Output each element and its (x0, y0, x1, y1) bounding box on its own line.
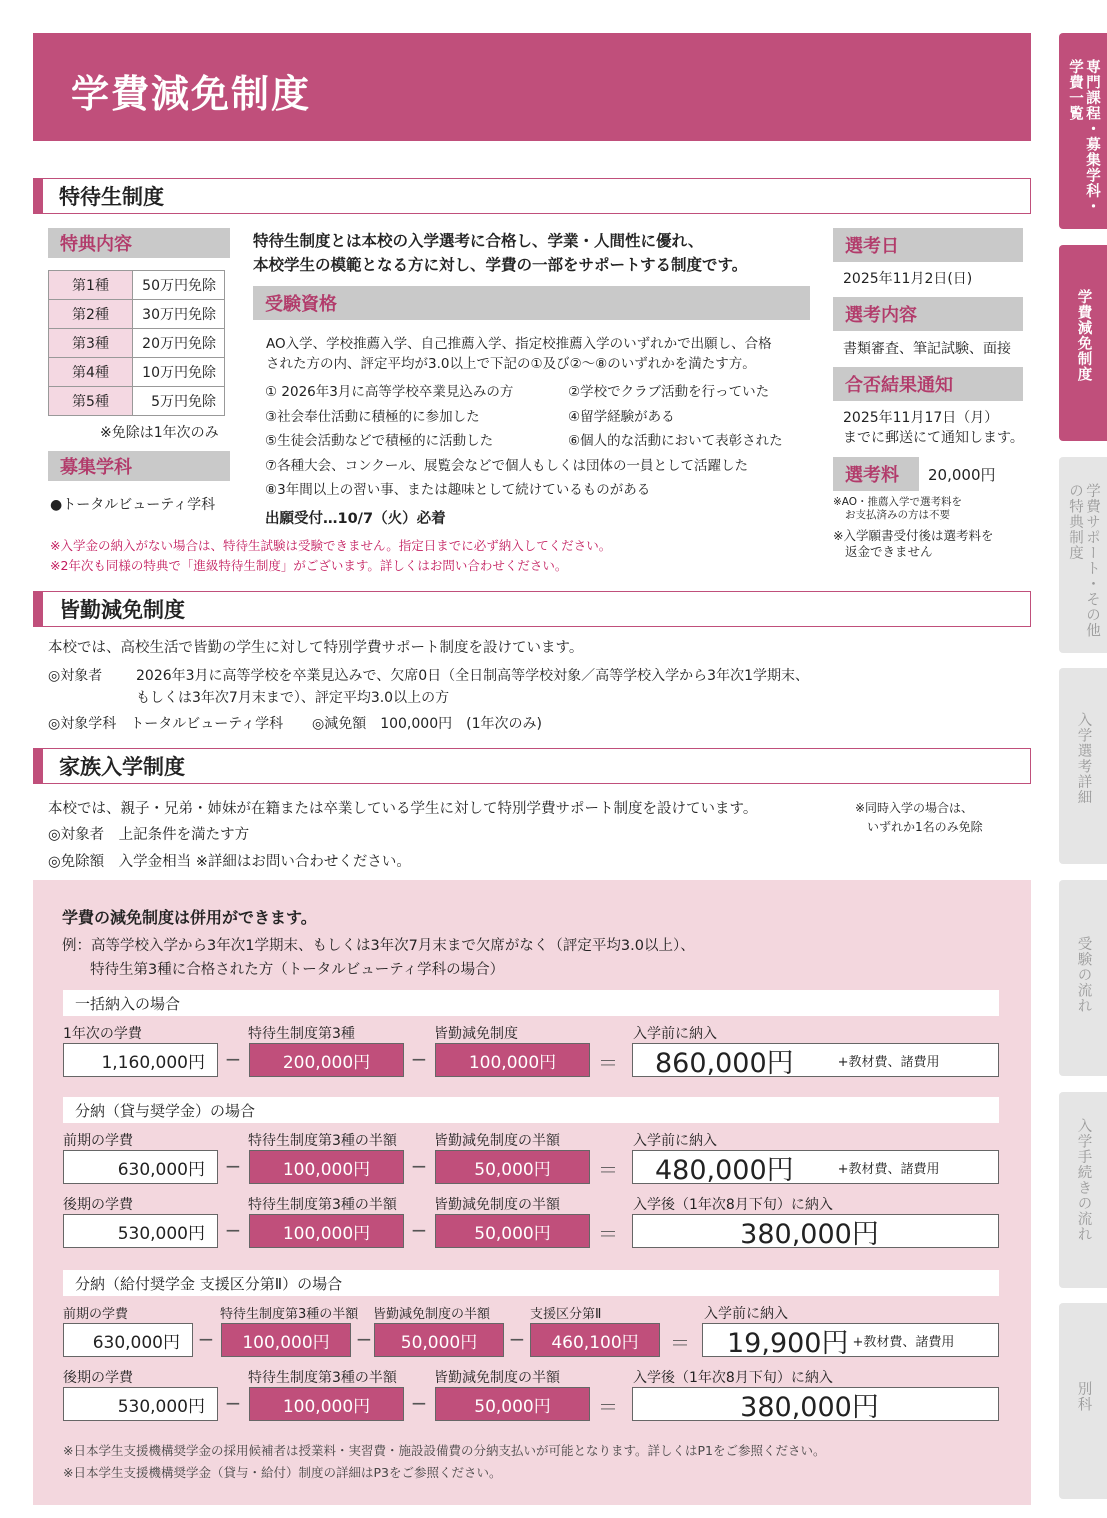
equals-sign: ＝ (598, 1395, 618, 1419)
equals-sign: ＝ (598, 1158, 618, 1182)
family-note: ※同時入学の場合は、 いずれか1名のみ免除 (855, 801, 983, 834)
benefit-amount: 5万円免除 (133, 387, 225, 416)
tab-extra-course[interactable]: 別科 (1059, 1303, 1107, 1499)
fee-label: 選考料 (833, 457, 919, 491)
label: 入学後（1年次8月下旬）に納入 (633, 1197, 833, 1213)
minus-sign: − (224, 1154, 242, 1178)
minus-sign: − (355, 1327, 373, 1351)
label: 皆勤減免制度の半額 (434, 1133, 560, 1149)
dept-name: ●トータルビューティ学科 (50, 497, 216, 513)
scholarship-box: 100,000円 (249, 1387, 404, 1421)
label: 前期の学費 (63, 1307, 129, 1322)
grant-bar: 分納（給付奨学金 支援区分第Ⅱ）の場合 (63, 1270, 999, 1296)
scholarship-box: 100,000円 (249, 1150, 404, 1184)
support-box: 460,100円 (530, 1323, 660, 1357)
benefit-row (49, 271, 225, 300)
attendance-box: 50,000円 (435, 1387, 590, 1421)
minus-sign: − (410, 1154, 428, 1178)
benefit-grade: 第2種 (49, 300, 133, 329)
minus-sign: − (224, 1218, 242, 1242)
minus-sign: − (410, 1391, 428, 1415)
benefit-table (48, 270, 225, 416)
combination-example: 例：高等学校入学から3年次1学期末、もしくは3年次7月末まで欠席がなく（評定平均3.0以上）、 特待生第3種に合格された方（トータルビューティ学科の場合） (62, 938, 695, 978)
footnote: ※日本学生支援機構奨学金（貸与・給付）制度の詳細はP3をご参照ください。 (63, 1465, 502, 1480)
minus-sign: − (508, 1327, 526, 1351)
attendance-target: 2026年3月に高等学校を卒業見込みで、欠席0日（全日制高等学校対象／高等学校入学から3年次1学期末、 もしくは3年次7月末まで）、評定平均3.0以上の方 (136, 668, 809, 706)
family-amount: ◎免除額 入学金相当 ※詳細はお問い合わせください。 (48, 854, 411, 870)
result-text: 2025年11月17日（月） までに郵送にて通知します。 (843, 410, 1024, 446)
benefit-grade: 第1種 (49, 271, 133, 300)
attendance-box: 50,000円 (435, 1150, 590, 1184)
attendance-target-label: ◎対象者 (48, 668, 103, 684)
refund-note: ※入学願書受付後は選考料を 返金できません (833, 528, 994, 559)
label: 入学後（1年次8月下旬）に納入 (633, 1370, 833, 1386)
benefit-amount: 20万円免除 (133, 329, 225, 358)
label: 後期の学費 (63, 1197, 133, 1213)
label: 特待生制度第3種の半額 (248, 1133, 397, 1149)
equals-sign: ＝ (670, 1331, 690, 1355)
attendance-amount: ◎減免額 100,000円 (1年次のみ) (312, 716, 542, 732)
tab-tuition-reduction[interactable]: 学費減免制度 (1059, 245, 1107, 441)
fee-note: ※AO・推薦入学で選考料を お支払済みの方は不要 (833, 496, 963, 521)
equals-sign: ＝ (598, 1222, 618, 1246)
selection-content: 書類審査、筆記試験、面接 (843, 341, 1011, 357)
page-title: 学費減免制度 (71, 71, 312, 116)
label: 1年次の学費 (63, 1026, 142, 1042)
benefit-grade: 第4種 (49, 358, 133, 387)
minus-sign: − (224, 1391, 242, 1415)
scholarship-box: 200,000円 (249, 1043, 404, 1077)
label: 特待生制度第3種 (248, 1026, 355, 1042)
benefit-grade: 第5種 (49, 387, 133, 416)
condition-list: ① 2026年3月に高等学校卒業見込みの方 ②学校でクラブ活動を行っていた ③社会奉仕活動に積極的に参加した ④留学経験がある ⑤生徒会活動などで積極的に活動した ⑥個人的な活動において表彰された ⑦各種大会、コンクール、展覧会などで個人もしくは団体の一員として活躍した ⑧3年間以上の習い事、または趣味として続けているものがある (265, 384, 783, 498)
first-term-fee-box: 630,000円 (63, 1150, 218, 1184)
benefit-row (49, 358, 225, 387)
minus-sign: − (410, 1047, 428, 1071)
title-banner (33, 33, 1031, 141)
label: 支援区分第Ⅱ (530, 1307, 602, 1322)
label: 特待生制度第3種の半額 (220, 1307, 359, 1322)
result-box: 380,000円 (632, 1214, 999, 1248)
dept-label: 募集学科 (48, 451, 230, 481)
scholarship-box: 100,000円 (221, 1323, 351, 1357)
benefit-amount: 50万円免除 (133, 271, 225, 300)
benefit-amount: 30万円免除 (133, 300, 225, 329)
tab-support[interactable]: 学費サポート・その他の特典制度 (1059, 457, 1107, 653)
tab-selection[interactable]: 入学選考詳細 (1059, 668, 1107, 864)
attendance-box: 100,000円 (435, 1043, 590, 1077)
qualification-text: AO入学、学校推薦入学、自己推薦入学、指定校推薦入学のいずれかで出願し、合格 された方の内、評定平均が3.0以上で下記の①及び②～⑧のいずれかを満たす方。 (266, 336, 772, 372)
result-box: 19,900円 +教材費、諸費用 (702, 1323, 999, 1357)
benefit-amount: 10万円免除 (133, 358, 225, 387)
benefit-grade: 第3種 (49, 329, 133, 358)
family-target: ◎対象者 上記条件を満たす方 (48, 827, 250, 843)
selection-date: 2025年11月2日(日) (843, 271, 973, 287)
fee-value: 20,000円 (928, 466, 996, 484)
side-tabs (1059, 0, 1107, 1518)
label: 皆勤減免制度 (434, 1026, 518, 1042)
section-heading-family: 家族入学制度 (33, 748, 1031, 784)
minus-sign: − (197, 1327, 215, 1351)
label: 後期の学費 (63, 1370, 133, 1386)
benefit-note: ※免除は1年次のみ (100, 425, 219, 441)
qualification-label: 受験資格 (253, 286, 810, 320)
tab-exam-flow[interactable]: 受験の流れ (1059, 880, 1107, 1076)
label: 特待生制度第3種の半額 (248, 1370, 397, 1386)
lump-sum-bar: 一括納入の場合 (63, 990, 999, 1016)
warnings: ※入学金の納入がない場合は、特待生試験は受験できません。指定日までに必ず納入してください。 ※2年次も同様の特典で「進級特待生制度」がございます。詳しくはお問い合わせください。 (50, 538, 612, 573)
combination-heading: 学費の減免制度は併用ができます。 (62, 908, 317, 927)
section-heading-attendance: 皆勤減免制度 (33, 591, 1031, 627)
label: 入学前に納入 (633, 1133, 717, 1149)
benefit-row (49, 329, 225, 358)
result-label: 合否結果通知 (833, 367, 1023, 401)
first-term-fee-box: 630,000円 (63, 1323, 193, 1357)
label: 入学前に納入 (704, 1306, 788, 1322)
label: 皆勤減免制度の半額 (434, 1370, 560, 1386)
benefit-row (49, 300, 225, 329)
attendance-intro: 本校では、高校生活で皆勤の学生に対して特別学費サポート制度を設けています。 (48, 640, 584, 656)
result-box: 480,000円 +教材費、諸費用 (632, 1150, 999, 1184)
label: 入学前に納入 (633, 1026, 717, 1042)
benefit-label: 特典内容 (48, 228, 230, 258)
scholarship-box: 100,000円 (249, 1214, 404, 1248)
second-term-fee-box: 530,000円 (63, 1214, 218, 1248)
attendance-box: 50,000円 (435, 1214, 590, 1248)
family-intro: 本校では、親子・兄弟・姉妹が在籍または卒業している学生に対して特別学費サポート制度を設けています。 (48, 801, 758, 817)
label: 皆勤減免制度の半額 (434, 1197, 560, 1213)
scholarship-intro: 特待生制度とは本校の入学選考に合格し、学業・人間性に優れ、 本校学生の模範となる方に対し、学費の一部をサポートする制度です。 (253, 232, 748, 274)
footnote: ※日本学生支援機構奨学金の採用候補者は授業料・実習費・施設設備費の分納支払いが可能となります。詳しくはP1をご参照ください。 (63, 1443, 826, 1458)
annual-fee-box: 1,160,000円 (63, 1043, 218, 1077)
label: 特待生制度第3種の半額 (248, 1197, 397, 1213)
tab-course-list[interactable]: 専門課程・募集学科・学費一覧 (1059, 33, 1107, 229)
label: 前期の学費 (63, 1133, 133, 1149)
result-box: 380,000円 (632, 1387, 999, 1421)
label: 皆勤減免制度の半額 (373, 1307, 491, 1322)
date-label: 選考日 (833, 228, 1023, 262)
content-label: 選考内容 (833, 297, 1023, 331)
minus-sign: − (224, 1047, 242, 1071)
second-term-fee-box: 530,000円 (63, 1387, 218, 1421)
deadline: 出願受付…10/7（火）必着 (265, 511, 446, 527)
tab-enrollment-flow[interactable]: 入学手続きの流れ (1059, 1092, 1107, 1288)
attendance-box: 50,000円 (374, 1323, 504, 1357)
result-box: 860,000円 +教材費、諸費用 (632, 1043, 999, 1077)
equals-sign: ＝ (598, 1051, 618, 1075)
loan-bar: 分納（貸与奨学金）の場合 (63, 1097, 999, 1123)
attendance-dept: ◎対象学科 トータルビューティ学科 (48, 716, 284, 732)
minus-sign: − (410, 1218, 428, 1242)
section-heading-scholarship: 特待生制度 (33, 178, 1031, 214)
benefit-row (49, 387, 225, 416)
